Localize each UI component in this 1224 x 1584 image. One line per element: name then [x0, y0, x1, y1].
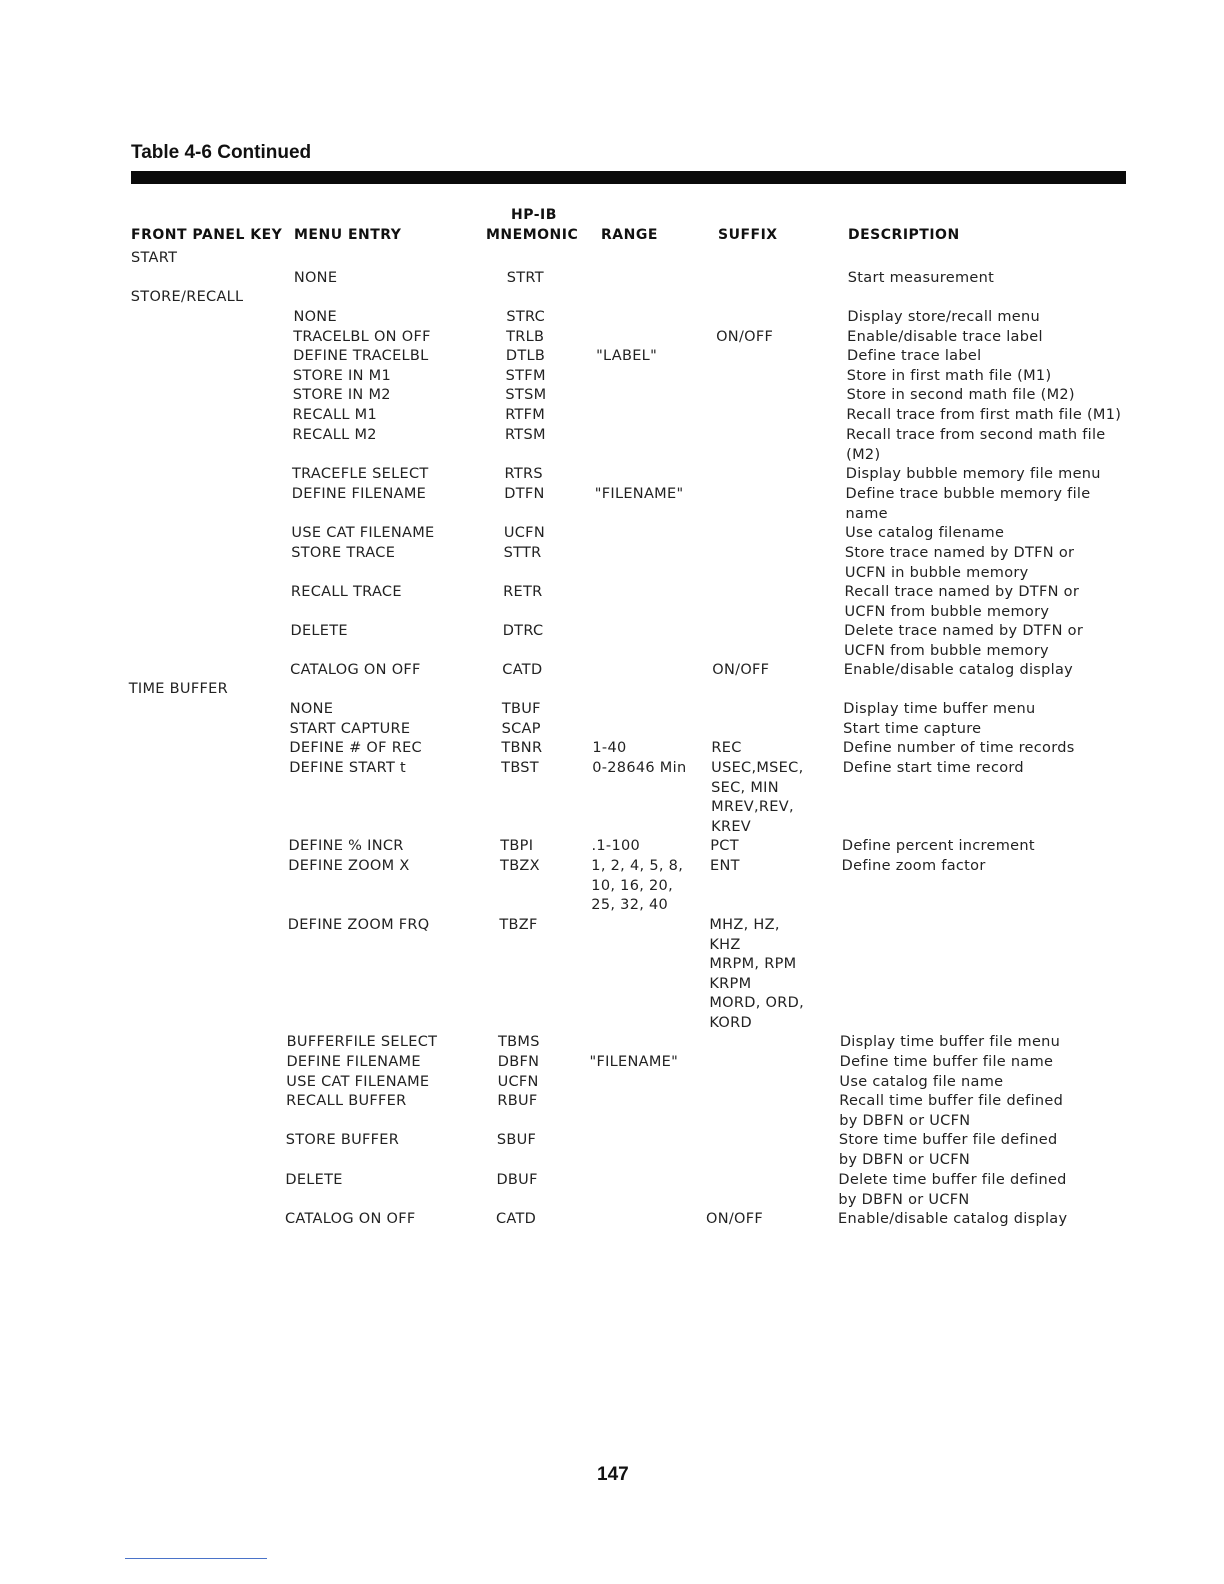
cell-description: Store in first math file (M1) [846, 368, 1052, 384]
cell-menu-entry: BUFFERFILE SELECT [286, 1034, 438, 1050]
cell-menu-entry: RECALL TRACE [290, 584, 402, 600]
cell-range: "FILENAME" [594, 486, 684, 502]
cell-description: Display time buffer file menu [839, 1034, 1061, 1050]
cell-menu-entry: CATALOG ON OFF [285, 1211, 416, 1227]
cell-description: Recall time buffer file defined by DBFN or UCFN [839, 1093, 1064, 1129]
cell-menu-entry: STORE TRACE [291, 545, 396, 561]
cell-range: .1-100 [591, 838, 641, 854]
cell-description: Define time buffer file name [839, 1054, 1054, 1070]
cell-range: 0-28646 Min [592, 760, 687, 776]
cell-description: Delete time buffer file defined by DBFN or UCFN [838, 1172, 1067, 1208]
cell-menu-entry: USE CAT FILENAME [286, 1074, 430, 1090]
cell-description: Recall trace from second math file (M2) [846, 427, 1106, 463]
cell-menu-entry: DEFINE ZOOM X [288, 858, 410, 874]
cell-mnemonic: RETR [503, 584, 543, 600]
cell-mnemonic: DTLB [505, 348, 546, 364]
cell-description: Start time capture [843, 721, 982, 737]
cell-menu-entry: DEFINE START t [289, 760, 407, 776]
cell-description: Define trace bubble memory file name [845, 486, 1091, 522]
cell-description: Define start time record [842, 760, 1024, 776]
cell-mnemonic: TBPI [500, 838, 534, 854]
cell-suffix: PCT [710, 838, 739, 854]
cell-suffix: ENT [710, 858, 740, 874]
table-title: Table 4-6 Continued [131, 142, 312, 163]
cell-suffix: ON/OFF [706, 1211, 764, 1227]
cell-menu-entry: DEFINE TRACELBL [293, 348, 429, 364]
header-menu-entry: MENU ENTRY [294, 227, 402, 243]
header-front-panel-key: FRONT PANEL KEY [131, 227, 283, 243]
cell-description: Start measurement [847, 270, 995, 286]
cell-description: Recall trace from first math file (M1) [846, 407, 1122, 423]
cell-mnemonic: DBUF [496, 1172, 538, 1188]
cell-mnemonic: UCFN [503, 525, 545, 541]
cell-menu-entry: TRACELBL ON OFF [293, 329, 431, 345]
cell-range: "LABEL" [596, 348, 658, 364]
cell-menu-entry: RECALL BUFFER [286, 1093, 407, 1109]
cell-mnemonic: RBUF [497, 1093, 538, 1109]
cell-mnemonic: TBST [501, 760, 539, 776]
cell-mnemonic: SCAP [501, 721, 541, 737]
cell-suffix: REC [711, 740, 742, 756]
cell-mnemonic: TBMS [498, 1034, 540, 1050]
cell-menu-entry: DEFINE FILENAME [286, 1054, 421, 1070]
cell-mnemonic: RTSM [504, 427, 546, 443]
cell-description: Store time buffer file defined by DBFN or UCFN [838, 1132, 1058, 1168]
cell-description: Recall trace named by DTFN or UCFN from bubble memory [844, 584, 1080, 620]
cell-mnemonic: SBUF [496, 1132, 537, 1148]
cell-mnemonic: STFM [505, 368, 546, 384]
header-hpib: HP-IB [511, 207, 557, 223]
cell-front-panel-key: START [131, 250, 178, 266]
cell-mnemonic: CATD [502, 662, 543, 678]
cell-mnemonic: STRT [506, 270, 544, 286]
footer-line [125, 1558, 267, 1559]
cell-suffix: ON/OFF [712, 662, 770, 678]
cell-mnemonic: TRLB [506, 329, 545, 345]
cell-mnemonic: STSM [505, 387, 547, 403]
cell-description: Define zoom factor [841, 858, 986, 874]
cell-description: Use catalog filename [845, 525, 1005, 541]
cell-description: Enable/disable catalog display [838, 1211, 1068, 1227]
cell-mnemonic: CATD [496, 1211, 537, 1227]
cell-description: Store trace named by DTFN or UCFN in bubble memory [844, 545, 1075, 581]
cell-menu-entry: NONE [293, 270, 338, 286]
cell-description: Display bubble memory file menu [845, 466, 1101, 482]
cell-mnemonic: STRC [506, 309, 546, 325]
cell-description: Define number of time records [842, 740, 1075, 756]
cell-menu-entry: USE CAT FILENAME [291, 525, 435, 541]
cell-front-panel-key: TIME BUFFER [128, 681, 228, 697]
cell-menu-entry: DEFINE % INCR [288, 838, 404, 854]
cell-suffix: MHZ, HZ, KHZ MRPM, RPM KRPM MORD, ORD, KORD [709, 917, 805, 1031]
header-mnemonic: MNEMONIC [486, 227, 579, 243]
cell-range: 1, 2, 4, 5, 8, 10, 16, 20, 25, 32, 40 [591, 858, 684, 914]
cell-description: Delete trace named by DTFN or UCFN from bubble memory [844, 623, 1084, 659]
cell-menu-entry: STORE IN M1 [292, 368, 391, 384]
header-suffix: SUFFIX [718, 227, 778, 243]
title-rule [131, 171, 1126, 184]
cell-description: Display store/recall menu [847, 309, 1041, 325]
cell-description: Store in second math file (M2) [846, 387, 1075, 403]
cell-mnemonic: TBZX [500, 858, 540, 874]
cell-description: Display time buffer menu [843, 701, 1036, 717]
cell-description: Enable/disable trace label [847, 329, 1043, 345]
header-description: DESCRIPTION [848, 227, 960, 243]
cell-menu-entry: DELETE [285, 1172, 343, 1188]
page-number: 147 [597, 1464, 629, 1485]
cell-mnemonic: TBUF [501, 701, 541, 717]
cell-menu-entry: DELETE [290, 623, 348, 639]
cell-menu-entry: STORE IN M2 [292, 387, 391, 403]
cell-description: Define percent increment [841, 838, 1035, 854]
header-range: RANGE [601, 227, 658, 243]
cell-menu-entry: DEFINE ZOOM FRQ [287, 917, 430, 933]
cell-menu-entry: CATALOG ON OFF [290, 662, 421, 678]
cell-mnemonic: UCFN [497, 1074, 539, 1090]
cell-menu-entry: RECALL M2 [292, 427, 377, 443]
cell-mnemonic: RTFM [505, 407, 546, 423]
cell-menu-entry: NONE [293, 309, 337, 325]
cell-menu-entry: STORE BUFFER [285, 1132, 400, 1148]
cell-description: Define trace label [846, 348, 982, 364]
cell-range: "FILENAME" [589, 1054, 679, 1070]
cell-front-panel-key: STORE/RECALL [130, 289, 244, 305]
cell-mnemonic: DTRC [502, 623, 544, 639]
cell-mnemonic: DBFN [497, 1054, 540, 1070]
cell-menu-entry: DEFINE # OF REC [289, 740, 422, 756]
cell-suffix: USEC,MSEC, SEC, MIN MREV,REV, KREV [711, 760, 804, 835]
cell-menu-entry: START CAPTURE [289, 721, 411, 737]
cell-description: Enable/disable catalog display [843, 662, 1074, 678]
cell-menu-entry: TRACEFLE SELECT [291, 466, 429, 482]
cell-mnemonic: RTRS [504, 466, 543, 482]
cell-menu-entry: RECALL M1 [292, 407, 377, 423]
cell-mnemonic: TBZF [499, 917, 538, 933]
cell-description: Use catalog file name [839, 1074, 1004, 1090]
cell-menu-entry: NONE [289, 701, 334, 717]
cell-suffix: ON/OFF [716, 329, 774, 345]
cell-mnemonic: STTR [503, 545, 542, 561]
cell-mnemonic: DTFN [504, 486, 545, 502]
cell-range: 1-40 [592, 740, 627, 756]
cell-menu-entry: DEFINE FILENAME [291, 486, 427, 502]
cell-mnemonic: TBNR [501, 740, 543, 756]
